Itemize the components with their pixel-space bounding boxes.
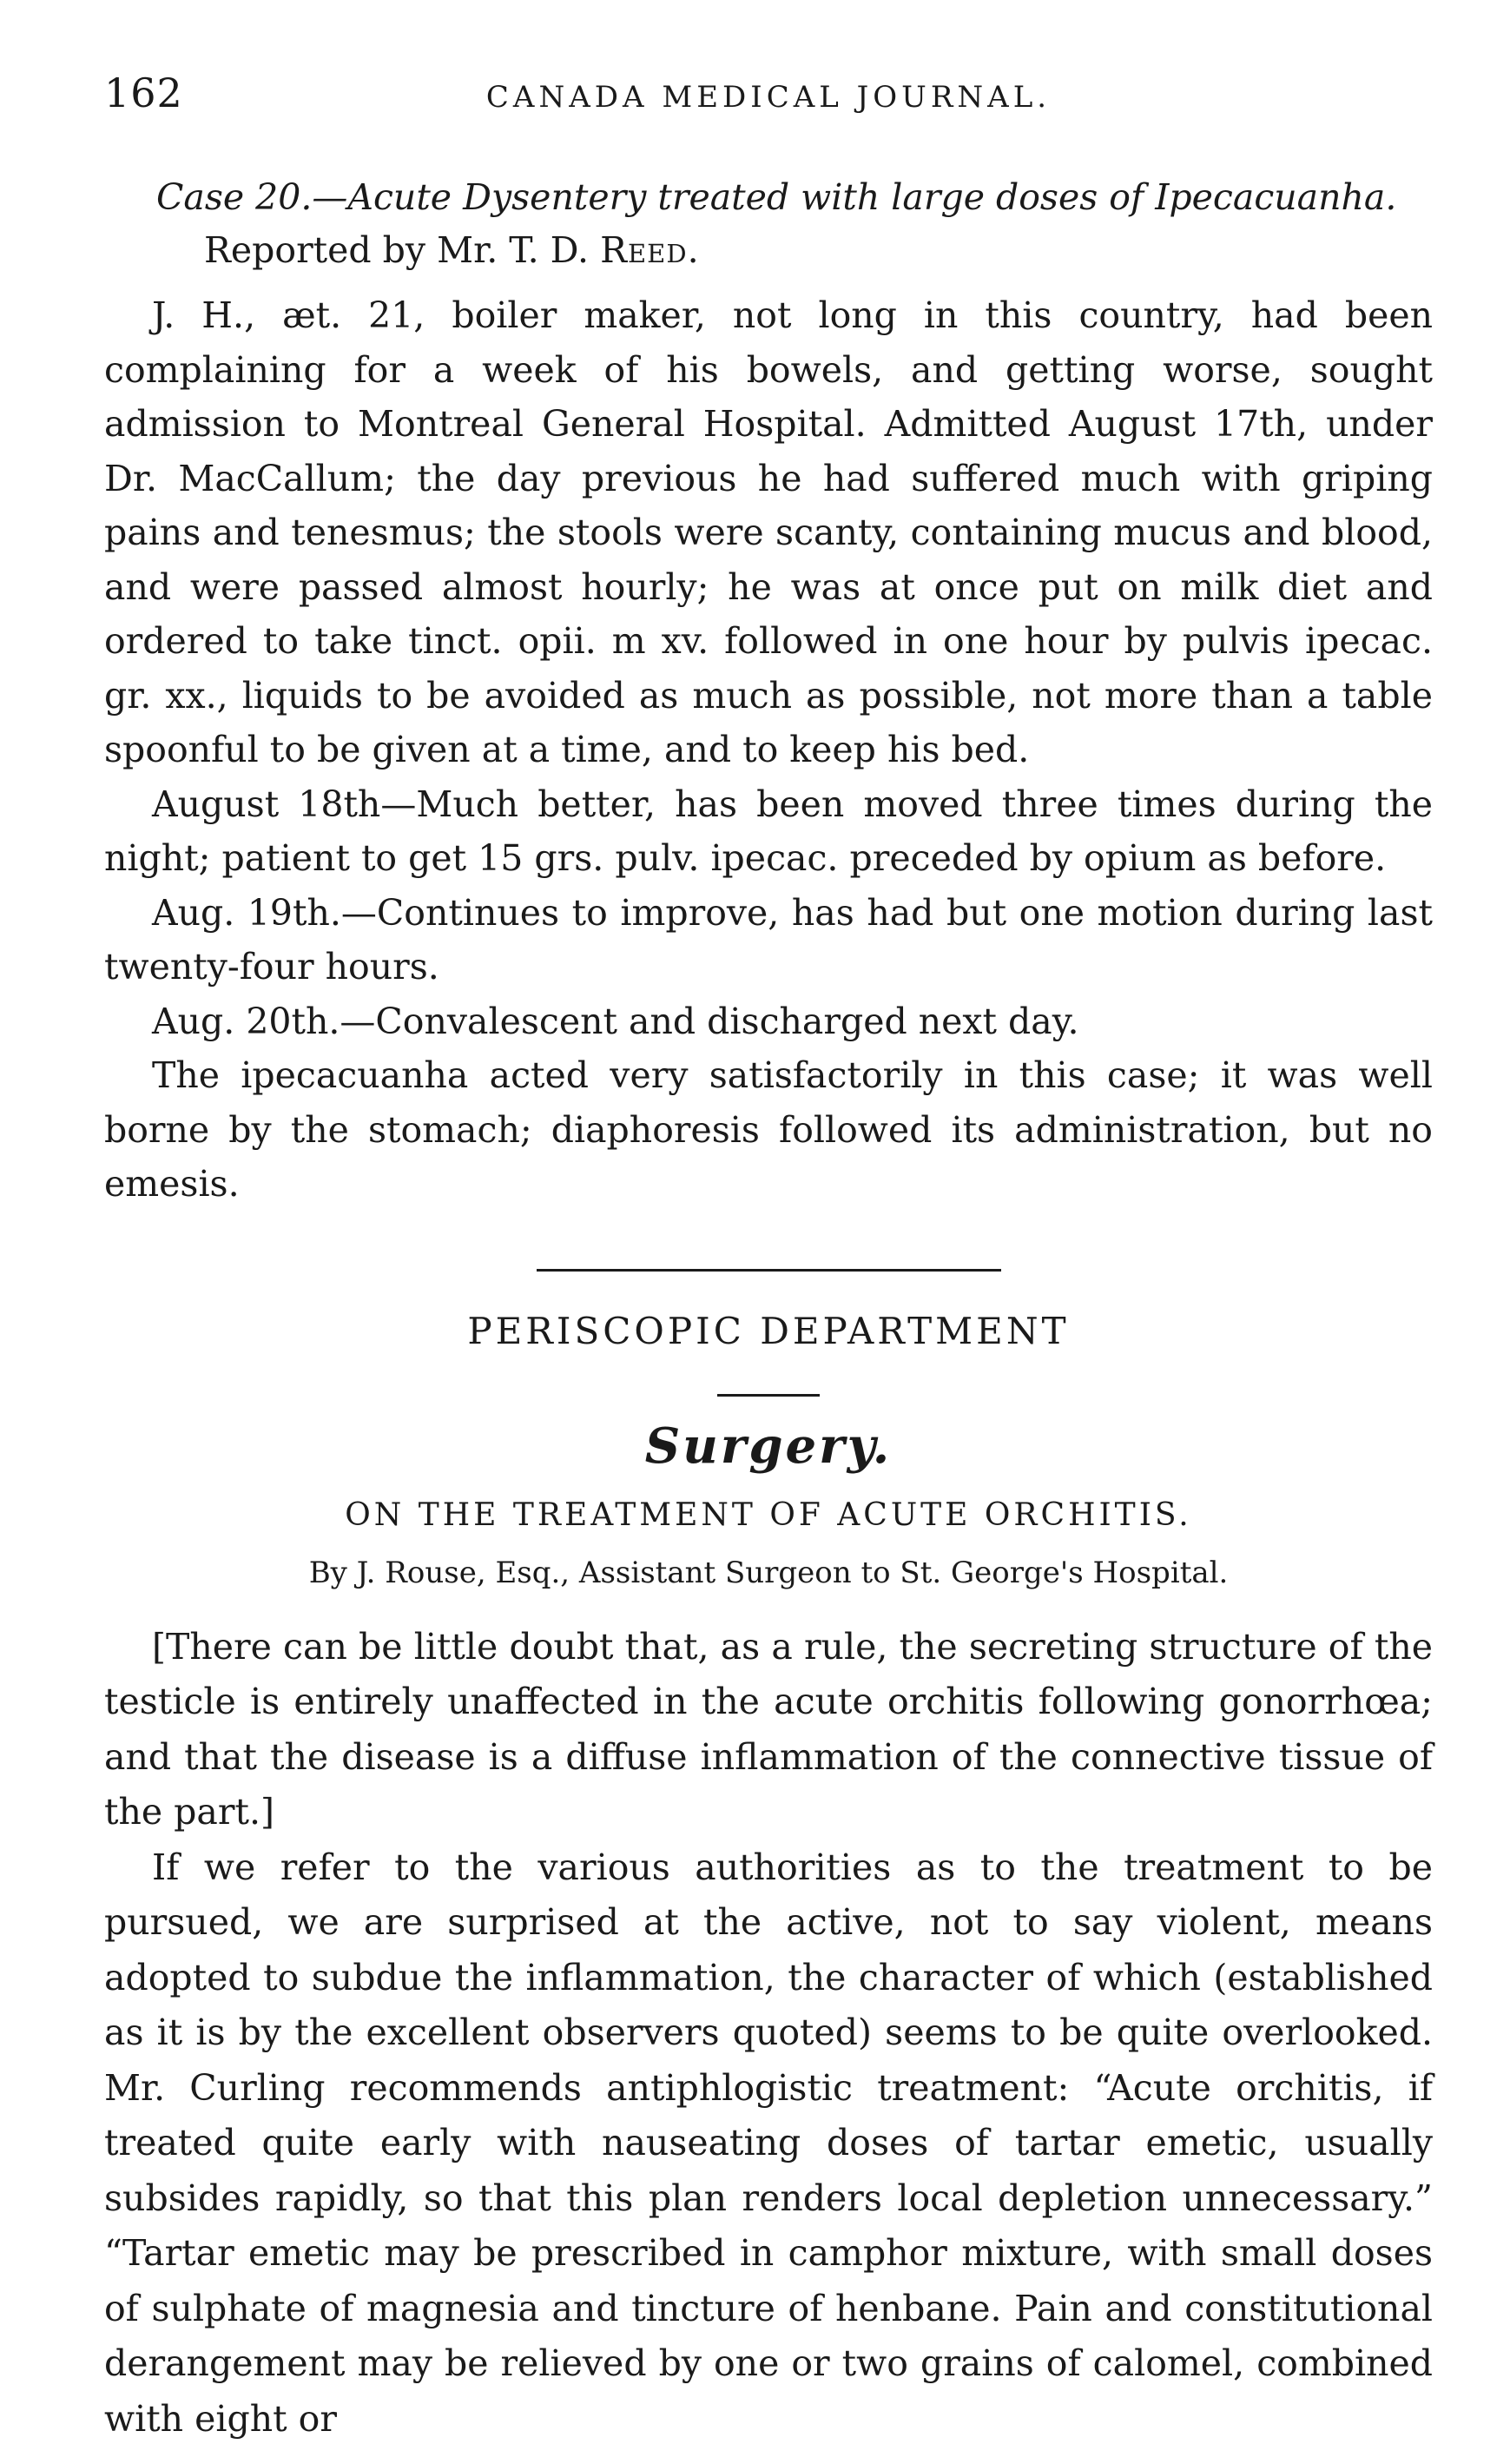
reporter-prefix: Reported by Mr. T. D.	[204, 229, 601, 271]
journal-name: CANADA MEDICAL JOURNAL.	[485, 80, 1052, 115]
reporter-name: Reed.	[600, 229, 700, 271]
article-paragraph: If we refer to the various authorities as to the treatment to be pursued, we are surprised at the active, not to say violent, means adopted to subdue the inflammation, the character of which (established as it is by the excellent observers quoted) seems to be quite overlooked. Mr. Curling recommends antiphlogistic treatment: “Acute orchitis, if treated quite early with nauseating doses of tartar emetic, usually subsides rapidly, so that this plan renders local depletion unnecessary.” “Tartar emetic may be prescribed in camphor mixture, with small doses of sulphate of magnesia and tincture of henbane. Pain and constitutional derangement may be relieved by one or two grains of calomel, combined with eight or	[104, 1846, 1433, 2440]
article-title: ON THE TREATMENT OF ACUTE ORCHITIS.	[345, 1496, 1192, 1533]
case-paragraph: Aug. 19th.—Continues to improve, has had but one motion during last twenty-four hours.	[104, 891, 1433, 988]
page-number: 162	[104, 69, 183, 116]
case-paragraph: The ipecacuanha acted very satisfactorily in this case; it was well borne by the stomach; diaphoresis followed its administration, but no emesis.	[104, 1054, 1433, 1205]
department-title: PERISCOPIC DEPARTMENT	[467, 1309, 1070, 1352]
case-paragraph: Aug. 20th.—Convalescent and discharged next day.	[152, 1000, 1079, 1042]
article-body	[104, 1620, 1433, 2447]
case-paragraph: J. H., æt. 21, boiler maker, not long in this country, had been complaining for a week of his bowels, and getting worse, sought admission to Montreal General Hospital. Admitted August 17th, under Dr. MacCallum; the day previous he had suffered much with griping pains and tenesmus; the stools were scanty, containing mucus and blood, and were passed almost hourly; he was at once put on milk diet and ordered to take tinct. opii. m xv. followed in one hour by pulvis ipecac. gr. xx., liquids to be avoided as much as possible, not more than a table spoonful to be given at a time, and to keep his bed.	[104, 294, 1433, 770]
section-heading: Surgery.	[644, 1417, 893, 1475]
running-head	[104, 52, 1433, 122]
case-paragraph: August 18th—Much better, has been moved three times during the night; patient to get 15 grs. pulv. ipecac. preceded by opium as before.	[104, 783, 1433, 879]
short-divider	[717, 1394, 820, 1397]
case-title: Case 20.—Acute Dysentery treated with large doses of Ipecacuanha.	[156, 176, 1397, 218]
case-reporter	[204, 224, 1433, 276]
article-byline: By J. Rouse, Esq., Assistant Surgeon to St. George's Hospital.	[308, 1555, 1229, 1590]
section-divider	[537, 1269, 1001, 1272]
article-paragraph: [There can be little doubt that, as a rule, the secreting structure of the testicle is entirely unaffected in the acute orchitis following gonorrhœa; and that the disease is a diffuse inflammation of the connective tissue of the part.]	[104, 1625, 1433, 1833]
journal-page	[104, 52, 1433, 2447]
